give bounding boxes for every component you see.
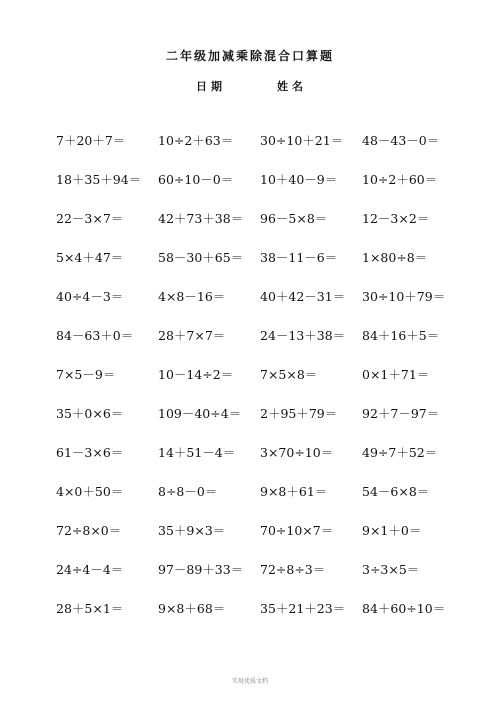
math-problem: 35＋21＋23＝ bbox=[260, 601, 346, 616]
math-problem: 28＋7×7＝ bbox=[158, 328, 226, 343]
worksheet-title: 二年级加减乘除混合口算题 bbox=[165, 49, 334, 63]
math-problem: 12－3×2＝ bbox=[362, 211, 430, 226]
math-problem: 109－40÷4＝ bbox=[158, 406, 242, 421]
math-problem: 40＋42－31＝ bbox=[260, 289, 346, 304]
math-problem: 70÷10×7＝ bbox=[260, 523, 334, 538]
math-problem: 24－13＋38＝ bbox=[260, 328, 346, 343]
math-problem: 2＋95＋79＝ bbox=[260, 406, 338, 421]
math-problem: 10÷2＋63＝ bbox=[158, 133, 234, 148]
math-problem: 28＋5×1＝ bbox=[56, 601, 124, 616]
math-problem: 84－63＋0＝ bbox=[56, 328, 134, 343]
math-problem: 92＋7－97＝ bbox=[362, 406, 440, 421]
math-problem: 30÷10＋79＝ bbox=[362, 289, 446, 304]
math-problem: 58－30＋65＝ bbox=[158, 250, 244, 265]
math-problem: 14＋51－4＝ bbox=[158, 445, 236, 460]
math-problem: 9×8＋68＝ bbox=[158, 601, 226, 616]
math-problem: 1×80÷8＝ bbox=[362, 250, 428, 265]
math-problem: 40÷4－3＝ bbox=[56, 289, 124, 304]
math-problem: 35＋0×6＝ bbox=[56, 406, 124, 421]
math-problem: 7＋20＋7＝ bbox=[56, 133, 126, 148]
math-problem: 4×8－16＝ bbox=[158, 289, 226, 304]
math-problem: 42＋73＋38＝ bbox=[158, 211, 244, 226]
math-problem: 72÷8÷3＝ bbox=[260, 562, 326, 577]
math-problem: 18＋35＋94＝ bbox=[56, 172, 142, 187]
math-problem: 54－6×8＝ bbox=[362, 484, 430, 499]
math-problem: 4×0＋50＝ bbox=[56, 484, 124, 499]
math-problem: 35＋9×3＝ bbox=[158, 523, 226, 538]
math-problem: 48－43－0＝ bbox=[362, 133, 440, 148]
math-problem: 10÷2＋60＝ bbox=[362, 172, 438, 187]
math-problem: 97－89＋33＝ bbox=[158, 562, 244, 577]
math-problem: 96－5×8＝ bbox=[260, 211, 328, 226]
math-problem: 30÷10＋21＝ bbox=[260, 133, 344, 148]
math-problem: 7×5×8＝ bbox=[260, 367, 318, 382]
math-problem: 61－3×6＝ bbox=[56, 445, 124, 460]
math-problem: 60÷10－0＝ bbox=[158, 172, 234, 187]
math-problem: 3×70÷10＝ bbox=[260, 445, 334, 460]
math-problem: 9×1＋0＝ bbox=[362, 523, 422, 538]
math-problem: 72÷8×0＝ bbox=[56, 523, 122, 538]
problem-grid bbox=[56, 128, 486, 635]
math-problem: 24÷4－4＝ bbox=[56, 562, 124, 577]
math-problem: 49÷7＋52＝ bbox=[362, 445, 438, 460]
math-problem: 84＋16＋5＝ bbox=[362, 328, 440, 343]
math-problem: 22－3×7＝ bbox=[56, 211, 124, 226]
footer-text: 实用优质文档 bbox=[231, 678, 268, 685]
math-problem: 10－14÷2＝ bbox=[158, 367, 234, 382]
math-problem: 9×8＋61＝ bbox=[260, 484, 328, 499]
math-problem: 8÷8－0＝ bbox=[158, 484, 218, 499]
math-problem: 84＋60÷10＝ bbox=[362, 601, 446, 616]
math-problem: 3÷3×5＝ bbox=[362, 562, 420, 577]
math-problem: 10＋40－9＝ bbox=[260, 172, 338, 187]
math-problem: 7×5－9＝ bbox=[56, 367, 116, 382]
math-problem: 5×4＋47＝ bbox=[56, 250, 124, 265]
date-label: 日期 bbox=[196, 80, 226, 93]
math-problem: 0×1＋71＝ bbox=[362, 367, 430, 382]
name-label: 姓名 bbox=[277, 80, 307, 93]
math-problem: 38－11－6＝ bbox=[260, 250, 338, 265]
